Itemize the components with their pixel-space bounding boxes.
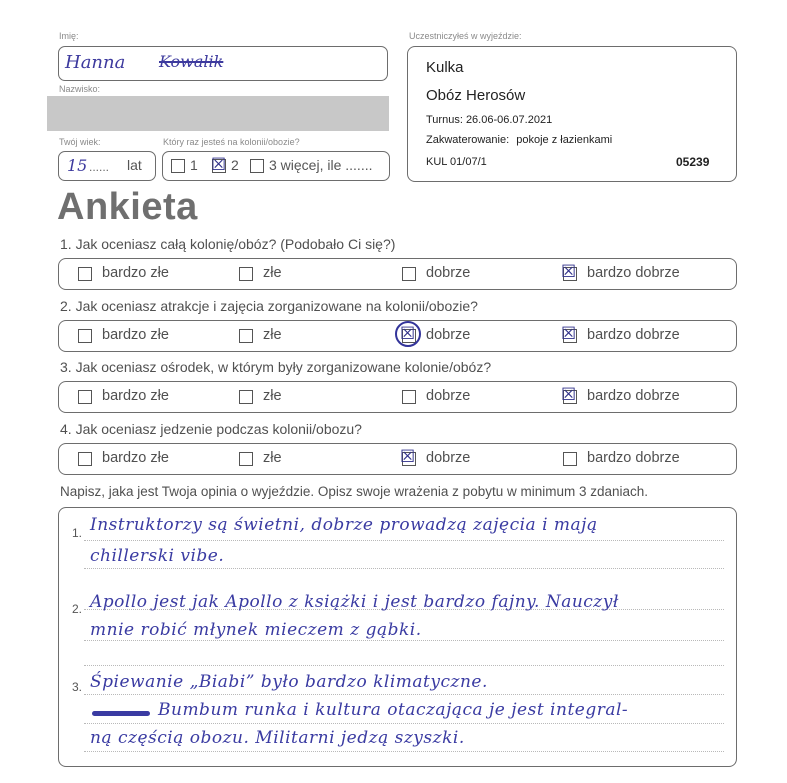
ruling-line — [84, 568, 724, 569]
q2-checkbox-bardzo-zle[interactable] — [78, 329, 92, 343]
q3-checkbox-zle[interactable] — [239, 390, 253, 404]
visit-option-1: 1 — [190, 157, 198, 173]
q3-label-dobrze: dobrze — [426, 388, 471, 404]
q4-label-bardzo-zle: bardzo złe — [102, 450, 169, 466]
ruling-line — [84, 540, 724, 541]
q4-label-bardzo-dobrze: bardzo dobrze — [587, 450, 680, 466]
question-2: 2. Jak oceniasz atrakcje i zajęcia zorganizowane na kolonii/obozie? — [60, 298, 478, 314]
q2-label-bardzo-zle: bardzo złe — [102, 327, 169, 343]
age-dots: ...... — [89, 160, 110, 174]
answer-2-number: 2. — [72, 602, 83, 616]
answer-3-line-2: Bumbum runka i kultura otaczająca je jest integral- — [158, 700, 629, 720]
q1-checkbox-dobrze[interactable] — [402, 267, 416, 281]
visit-field — [162, 151, 390, 181]
first-name-value: Hanna — [65, 52, 126, 73]
trip-accommodation-value: pokoje z łazienkami — [516, 134, 613, 146]
q2-crossed-out-circle — [395, 321, 421, 347]
answer-1-line-1: Instruktorzy są świetni, dobrze prowadzą zajęcia i mają — [90, 515, 598, 535]
answer-3-line-3: ną częścią obozu. Militarni jedzą szyszki. — [90, 728, 465, 748]
q3-mark: ☒ — [561, 385, 577, 405]
trip-code: KUL 01/07/1 — [426, 156, 487, 168]
q3-label-zle: złe — [263, 388, 282, 404]
answer-1-number: 1. — [72, 526, 83, 540]
age-unit: lat — [127, 157, 142, 173]
answer-3-line-1: Śpiewanie „Biabi” było bardzo klimatyczne. — [90, 672, 488, 692]
age-label: Twój wiek: — [59, 137, 101, 147]
answer-2-line-1: Apollo jest jak Apollo z książki i jest bardzo fajny. Nauczył — [90, 592, 619, 612]
ruling-line — [84, 751, 724, 752]
q2-label-dobrze: dobrze — [426, 327, 471, 343]
q1-mark: ☒ — [561, 262, 577, 282]
q4-checkbox-zle[interactable] — [239, 452, 253, 466]
ruling-line — [84, 694, 724, 695]
question-4-options — [58, 443, 737, 475]
age-field[interactable] — [58, 151, 156, 181]
q3-label-bardzo-zle: bardzo złe — [102, 388, 169, 404]
first-name-field[interactable] — [58, 46, 388, 81]
q1-checkbox-zle[interactable] — [239, 267, 253, 281]
survey-title: Ankieta — [57, 186, 198, 228]
q4-label-zle: złe — [263, 450, 282, 466]
trip-accommodation — [426, 134, 612, 146]
opinion-prompt: Napisz, jaka jest Twoja opinia o wyjeździe. Opisz swoje wrażenia z pobytu w minimum 3 zdaniach. — [60, 484, 649, 499]
q1-checkbox-bardzo-zle[interactable] — [78, 267, 92, 281]
question-2-options — [58, 320, 737, 352]
visit-option-2: 2 — [231, 157, 239, 173]
q2-mark: ☒ — [561, 324, 577, 344]
q1-label-zle: złe — [263, 265, 282, 281]
question-3-options — [58, 381, 737, 413]
question-4: 4. Jak oceniasz jedzenie podczas kolonii/obozu? — [60, 421, 362, 437]
q2-label-zle: złe — [263, 327, 282, 343]
answer-3-scribble — [92, 711, 150, 716]
question-1: 1. Jak oceniasz całą kolonię/obóz? (Podobało Ci się?) — [60, 236, 396, 252]
q3-checkbox-bardzo-zle[interactable] — [78, 390, 92, 404]
q2-label-bardzo-dobrze: bardzo dobrze — [587, 327, 680, 343]
answer-2-line-2: mnie robić młynek mieczem z gąbki. — [90, 620, 422, 640]
age-value: 15 — [67, 156, 88, 175]
trip-turn: Turnus: 26.06-06.07.2021 — [426, 114, 553, 126]
ruling-line — [84, 723, 724, 724]
question-1-options — [58, 258, 737, 290]
first-name-struck-value: Kowalik — [159, 52, 224, 71]
visit-mark-2: ☒ — [211, 155, 227, 175]
q4-label-dobrze: dobrze — [426, 450, 471, 466]
q4-checkbox-bardzo-dobrze[interactable] — [563, 452, 577, 466]
answer-1-line-2: chillerski vibe. — [90, 546, 225, 566]
ruling-line — [84, 640, 724, 641]
q3-checkbox-dobrze[interactable] — [402, 390, 416, 404]
ruling-line — [84, 665, 724, 666]
trip-camp: Obóz Herosów — [426, 87, 526, 104]
trip-label: Uczestniczyłeś w wyjeździe: — [409, 31, 522, 41]
visit-label: Który raz jesteś na kolonii/obozie? — [163, 137, 300, 147]
visit-checkbox-1[interactable] — [171, 159, 185, 173]
trip-info-box — [407, 46, 737, 182]
q1-label-bardzo-zle: bardzo złe — [102, 265, 169, 281]
trip-number: 05239 — [676, 155, 710, 169]
visit-checkbox-3[interactable] — [250, 159, 264, 173]
first-name-label: Imię: — [59, 31, 79, 41]
answer-3-number: 3. — [72, 680, 83, 694]
q1-label-dobrze: dobrze — [426, 265, 471, 281]
q2-mark-dobrze: ☒ — [400, 324, 416, 344]
trip-name: Kulka — [426, 59, 464, 76]
q4-checkbox-bardzo-zle[interactable] — [78, 452, 92, 466]
q1-label-bardzo-dobrze: bardzo dobrze — [587, 265, 680, 281]
question-3: 3. Jak oceniasz ośrodek, w którym były zorganizowane kolonie/obóz? — [60, 359, 492, 375]
q3-label-bardzo-dobrze: bardzo dobrze — [587, 388, 680, 404]
q2-checkbox-zle[interactable] — [239, 329, 253, 343]
last-name-label: Nazwisko: — [59, 84, 101, 94]
trip-accommodation-label: Zakwaterowanie: — [426, 134, 510, 146]
last-name-redaction — [47, 96, 389, 131]
q4-mark: ☒ — [400, 447, 416, 467]
visit-option-3: 3 więcej, ile ....... — [269, 157, 373, 173]
